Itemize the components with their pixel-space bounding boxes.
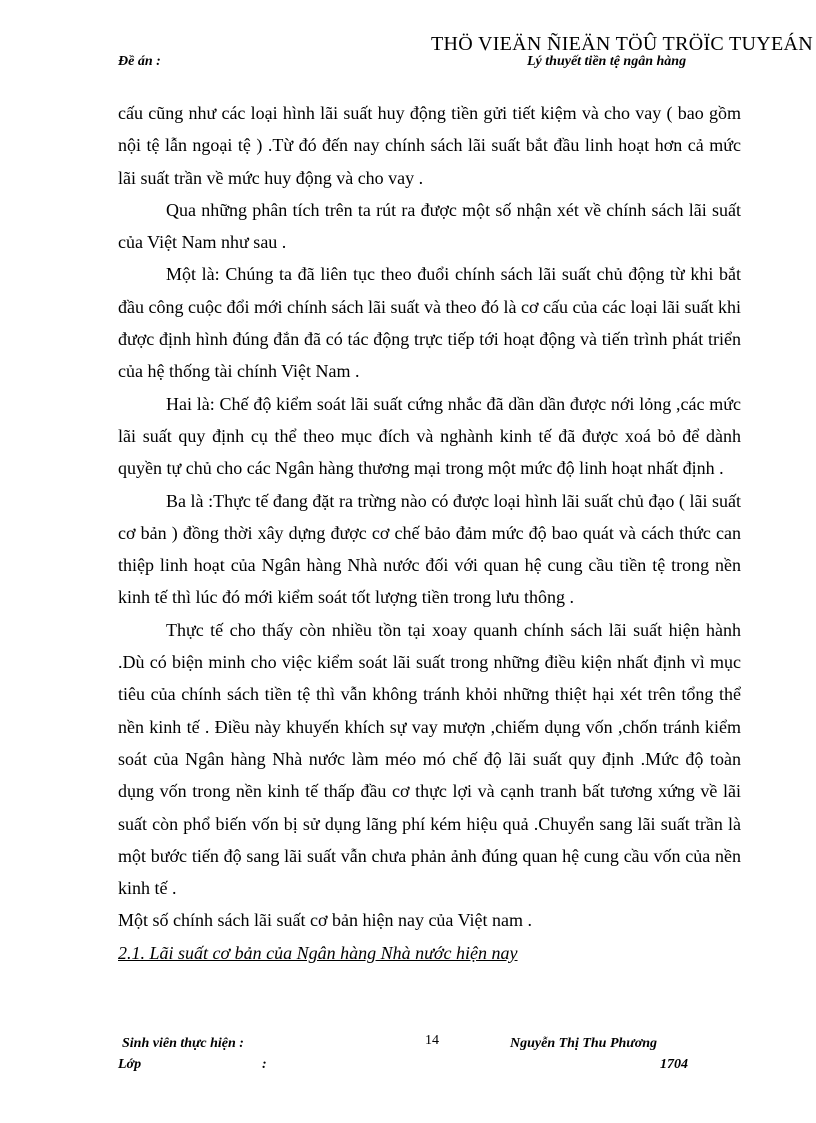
paragraph-continuation: cấu cũng như các loại hình lãi suất huy động tiền gửi tiết kiệm và cho vay ( bao gồm nội tệ lẫn ngoại tệ ) .Từ đó đến nay chính sách lãi suất bắt đầu linh hoạt hơn cả mức lãi suất trần về mức huy động và cho vay . — [118, 103, 741, 188]
section-heading-2-1: 2.1. Lãi suất cơ bản của Ngân hàng Nhà nước hiện nay — [118, 942, 518, 963]
footer-class-value: 1704 — [660, 1057, 688, 1072]
header-subject-title: Lý thuyết tiền tệ ngân hàng — [527, 54, 687, 69]
watermark-text: THÖ VIEÄN ÑIEÄN TÖÛ TRÖÏC TUYEÁN — [431, 33, 813, 55]
paragraph-point-two: Hai là: Chế độ kiểm soát lãi suất cứng nhắc đã dần dần được nới lỏng ,các mức lãi suất quy định cụ thể theo mục đích và nghành kinh tế đã được xoá bỏ để dành quyền tự chủ cho các Ngân hàng thương mại trong một mức độ linh hoạt nhất định . — [118, 393, 741, 479]
footer-student-name: Nguyễn Thị Thu Phương — [510, 1036, 657, 1051]
document-body — [118, 97, 741, 969]
header-project-label: Đề án : — [118, 54, 161, 69]
paragraph-summary-intro: Qua những phân tích trên ta rút ra được một số nhận xét về chính sách lãi suất của Việt Nam như sau . — [118, 199, 741, 253]
paragraph-point-one: Một là: Chúng ta đã liên tục theo đuổi chính sách lãi suất chủ động từ khi bắt đầu công cuộc đổi mới chính sách lãi suất và theo đó là cơ cấu của các loại lãi suất khi được định hình đúng đắn đã có tác động trực tiếp tới hoạt động và tiến trình phát triển của hệ thống tài chính Việt Nam . — [118, 264, 741, 382]
paragraph-point-three: Ba là :Thực tế đang đặt ra trừng nào có được loại hình lãi suất chủ đạo ( lãi suất cơ bản ) đồng thời xây dựng được cơ chế bảo đảm mức độ bao quát và cách thức can thiệp linh hoạt của Ngân hàng Nhà nước đối với quan hệ cung cầu tiền tệ trong nền kinh tế thì lúc đó mới kiểm soát tốt lượng tiền trong lưu thông . — [118, 490, 741, 608]
paragraph-current-issues: Thực tế cho thấy còn nhiều tồn tại xoay quanh chính sách lãi suất hiện hành .Dù có biện minh cho việc kiểm soát lãi suất trong những điều kiện nhất định vì mục tiêu của chính sách tiền tệ thì vẫn không tránh khỏi những thiệt hại xét trên tổng thể nền kinh tế . Điều này khuyến khích sự vay mượn ,chiếm dụng vốn ,chốn tránh kiểm soát của Ngân hàng Nhà nước làm méo mó chế độ lãi suất quy định .Mức độ toàn dụng vốn trong nền kinh tế thấp đầu cơ thực lợi và cạnh tranh bất tương xứng về lãi suất còn phổ biến vốn bị sử dụng lãng phí kém hiệu quả .Chuyển sang lãi suất trần là một bước tiến độ sang lãi suất vẫn chưa phản ảnh đúng quan hệ cung cầu vốn của nền kinh tế . — [118, 619, 741, 899]
footer-class-label: Lớp — [118, 1057, 142, 1072]
footer-student-label: Sinh viên thực hiện : — [122, 1036, 244, 1051]
paragraph-policies-intro: Một số chính sách lãi suất cơ bản hiện nay của Việt nam . — [118, 910, 532, 931]
footer-class-colon: : — [262, 1057, 267, 1072]
page-number: 14 — [425, 1033, 439, 1048]
